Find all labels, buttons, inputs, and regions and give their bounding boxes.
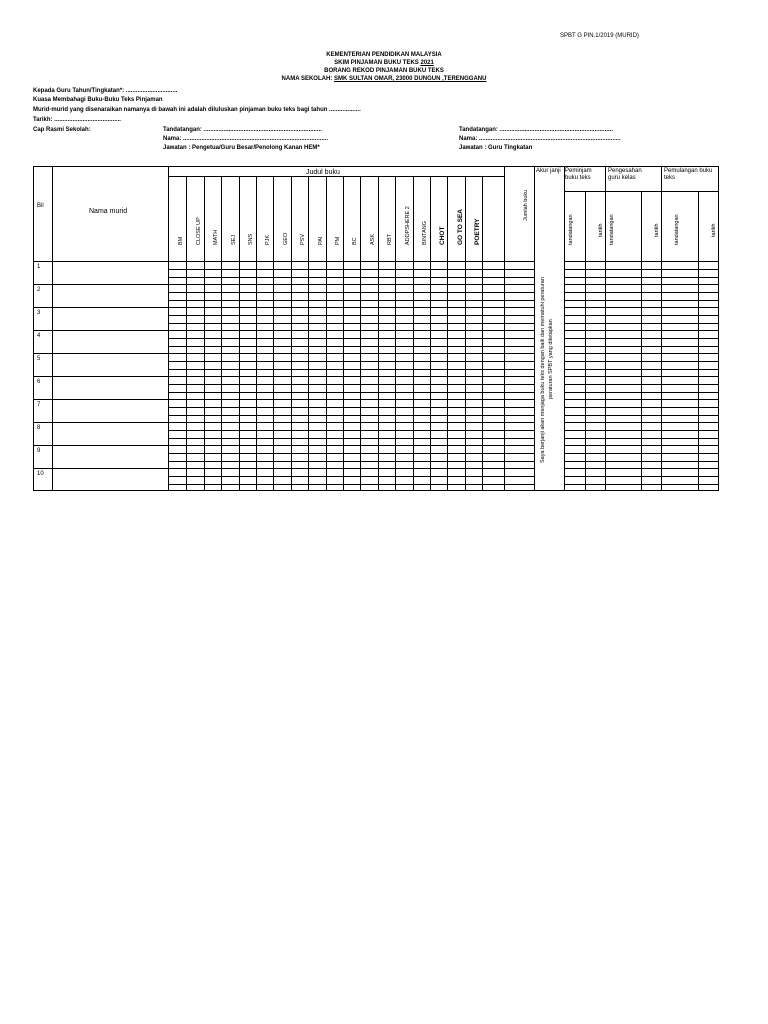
row-line [564, 399, 718, 400]
sub-row-line [564, 476, 718, 477]
header-year: 2021 [420, 60, 434, 66]
sub-row-line [169, 484, 534, 485]
book-column-line [465, 176, 466, 490]
book-column-line [343, 176, 344, 490]
row-line [564, 445, 718, 446]
row-number: 9 [37, 448, 41, 454]
book-column-line [395, 176, 396, 490]
sub-row-line [169, 315, 534, 316]
row-number: 8 [37, 425, 41, 431]
sub-row-line [564, 369, 718, 370]
book-title-bc: BC [352, 237, 358, 245]
row-line [34, 468, 534, 469]
sub-row-line [169, 292, 534, 293]
sub-row-line [564, 384, 718, 385]
akur-janji-header: Akur janji [536, 168, 561, 174]
row-number: 4 [37, 333, 41, 339]
sub-row-line [564, 338, 718, 339]
school-name: SMK SULTAN OMAR, 23000 DUNGUN ,TERENGGANU [333, 76, 487, 82]
row-line [34, 445, 534, 446]
row-line [34, 330, 534, 331]
book-column-line [239, 176, 240, 490]
right-jawatan: Jawatan : Guru Tingkatan [459, 145, 533, 151]
loan-record-table [33, 166, 719, 491]
book-title-bintang: BINTANG [422, 220, 428, 245]
book-title-go-to-sea: GO TO SEA [457, 209, 464, 245]
book-column-line [221, 176, 222, 490]
left-nama: Nama: ....................................................................................... [163, 136, 329, 142]
row-number: 5 [37, 356, 41, 362]
pengesahan-tandatangan: tandatangan [609, 214, 615, 245]
book-title-pjk: PJK [265, 234, 271, 245]
book-title-addpshere-2: ADDPSHERE 2 [405, 206, 411, 245]
murid-line: Murid-murid yang disenaraikan namanya di bawah ini adalah diluluskan pinjaman buku teks bagi tahun ................... [33, 107, 361, 113]
tarikh-line: Tarikh: ........................................ [33, 117, 121, 123]
left-tandatangan: Tandatangan: ....................................................................... [163, 127, 322, 133]
book-title-ask: ASK [370, 233, 376, 245]
grid-vline [605, 167, 606, 490]
row-line [34, 399, 534, 400]
right-signature-block [459, 126, 621, 153]
akur-janji-statement-2: peraturan SPBT yang ditetapkan [548, 319, 554, 399]
pengesahan-header: Pengesahan guru kelas [608, 168, 642, 181]
pengesahan-tarikh: tarikh [654, 223, 660, 237]
row-line [34, 307, 534, 308]
row-line [564, 284, 718, 285]
sub-row-line [564, 277, 718, 278]
sub-row-line [169, 453, 534, 454]
book-title-pm: PM [335, 236, 341, 245]
kuasa-line: Kuasa Membahagi Buku-Buku Teks Pinjaman [33, 97, 163, 103]
judul-underline [169, 176, 504, 177]
book-title-pai: PAI [318, 236, 324, 245]
book-title-geo: GEO [283, 232, 289, 245]
form-code: SPBT G PIN.1/2019 (MURID) [560, 33, 639, 39]
akur-janji-statement: Saya berjanji akan menjaga buku teks dengan baik dan mematuhi peraturan [540, 277, 546, 463]
row-line [34, 353, 534, 354]
book-title-sej: SEJ [231, 234, 237, 245]
sub-row-line [564, 361, 718, 362]
sub-row-line [564, 300, 718, 301]
peminjam-tandatangan: tandatangan [568, 214, 574, 245]
sub-row-line [169, 323, 534, 324]
left-signature-block [163, 126, 328, 153]
header-ministry: KEMENTERIAN PENDIDIKAN MALAYSIA [326, 52, 442, 58]
sub-row-line [564, 269, 718, 270]
peminjam-tarikh: tarikh [598, 223, 604, 237]
book-column-line [447, 176, 448, 490]
row-number: 6 [37, 379, 41, 385]
book-column-line [413, 176, 414, 490]
book-title-poetry: POETRY [474, 218, 481, 245]
sub-row-line [169, 461, 534, 462]
sub-row-line [564, 323, 718, 324]
sub-row-line [564, 415, 718, 416]
grid-vline [534, 167, 535, 490]
row-line [34, 422, 534, 423]
sub-row-line [564, 315, 718, 316]
sub-row-line [169, 438, 534, 439]
sub-row-line [169, 430, 534, 431]
row-number: 2 [37, 287, 41, 293]
sub-row-line [564, 292, 718, 293]
bil-line [34, 261, 52, 262]
grid-vline [504, 167, 505, 490]
row-number: 7 [37, 402, 41, 408]
book-column-line [204, 176, 205, 490]
peminjam-header: Peminjam buku teks [565, 168, 592, 181]
row-line [564, 376, 718, 377]
header-bottom [564, 261, 718, 262]
row-line [564, 307, 718, 308]
sub-row-line [169, 269, 534, 270]
nama-murid-header: Nama murid [89, 208, 128, 215]
sub-row-line [169, 361, 534, 362]
row-line [34, 376, 534, 377]
sub-row-line [169, 346, 534, 347]
book-column-line [378, 176, 379, 490]
judul-buku-header: Judul buku [306, 169, 340, 176]
grid-vline [661, 167, 662, 490]
book-title-math: MATH [213, 229, 219, 245]
grid-vline [564, 167, 565, 490]
header-bottom [52, 261, 534, 262]
pemulangan-header: Pemulangan buku teks [664, 168, 713, 181]
sub-row-line [169, 338, 534, 339]
book-column-line [430, 176, 431, 490]
row-line [564, 422, 718, 423]
bil-header: Bil [37, 203, 44, 209]
right-nama: Nama: ..................................................................................... [459, 136, 621, 142]
book-column-line [360, 176, 361, 490]
row-line [34, 284, 534, 285]
book-column-line [186, 176, 187, 490]
sub-row-line [564, 430, 718, 431]
book-title-chot: CHOT [439, 226, 446, 245]
kepada-line: Kepada Guru Tahun/Tingkatan*: ............................... [33, 88, 178, 94]
book-column-line [291, 176, 292, 490]
sub-row-line [564, 484, 718, 485]
sub-row-line [564, 407, 718, 408]
sub-row-line [169, 407, 534, 408]
book-title-psv: PSV [300, 233, 306, 245]
book-column-line [308, 176, 309, 490]
cap-line: Cap Rasmi Sekolah: [33, 127, 91, 133]
book-title-sns: SNS [248, 233, 254, 245]
sub-row-line [169, 476, 534, 477]
row-line [564, 353, 718, 354]
book-title-close-up: CLOSE UP [196, 217, 202, 245]
book-column-line [256, 176, 257, 490]
sub-row-line [564, 438, 718, 439]
jumlah-buku-header: Jumlah buku [523, 189, 529, 221]
sub-row-line [169, 277, 534, 278]
header-scheme: SKIM PINJAMAN BUKU TEKS 2021 [334, 60, 434, 66]
sub-row-line [564, 346, 718, 347]
sub-row-line [169, 369, 534, 370]
row-line [564, 330, 718, 331]
right-tandatangan: Tandatangan: .................................................................... [459, 127, 613, 133]
grid-vline [52, 167, 53, 490]
book-column-line [482, 176, 483, 490]
book-title-bm: BM [178, 236, 184, 245]
row-line [564, 468, 718, 469]
pemulangan-tandatangan: tandatangan [674, 214, 680, 245]
sub-row-line [169, 300, 534, 301]
sub-row-line [564, 461, 718, 462]
pemulangan-tarikh: tarikh [711, 223, 717, 237]
header-school: NAMA SEKOLAH: SMK SULTAN OMAR, 23000 DUNGUN ,TERENGGANU [281, 76, 487, 82]
sub-row-line [169, 415, 534, 416]
row-number: 1 [37, 264, 41, 270]
row-number: 3 [37, 310, 41, 316]
sub-row-line [169, 392, 534, 393]
row-number: 10 [37, 471, 44, 477]
sub-row-line [564, 392, 718, 393]
book-title-rbt: RBT [387, 234, 393, 245]
header-form-title: BORANG REKOD PINJAMAN BUKU TEKS [324, 68, 444, 74]
sub-row-line [564, 453, 718, 454]
left-jawatan: Jawatan : Pengetua/Guru Besar/Penolong Kanan HEM* [163, 145, 320, 151]
sub-row-line [169, 384, 534, 385]
book-column-line [326, 176, 327, 490]
grid-vline [168, 167, 169, 490]
book-column-line [273, 176, 274, 490]
